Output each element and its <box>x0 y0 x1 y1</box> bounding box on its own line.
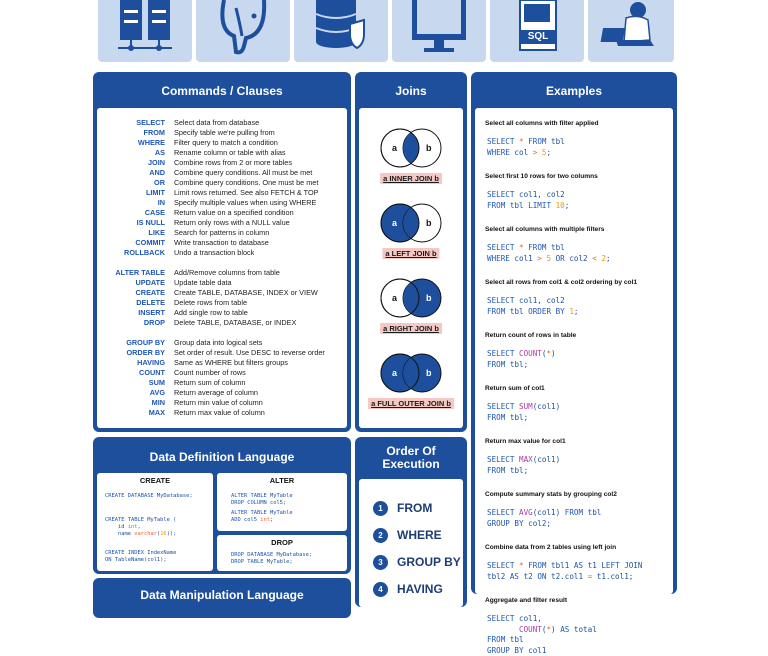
command-keyword-text: AND <box>149 168 165 177</box>
command-keyword <box>97 198 165 208</box>
command-description: Specify table we're pulling from <box>174 128 275 137</box>
command-keyword-text: IS NULL <box>136 218 165 227</box>
command-description: Delete TABLE, DATABASE, or INDEX <box>174 318 297 327</box>
command-description: Search for patterns in column <box>174 228 270 237</box>
command-keyword-text: UPDATE <box>135 278 165 287</box>
postgres-elephant-icon <box>196 0 290 62</box>
command-keyword-text: CASE <box>144 208 165 217</box>
command-keyword <box>97 368 165 378</box>
command-keyword-text: LIMIT <box>145 188 165 197</box>
command-description: Update table data <box>174 278 232 287</box>
order-title: Order Of Execution <box>382 444 440 471</box>
command-keyword <box>97 378 165 388</box>
command-keyword-text: AVG <box>149 388 165 397</box>
example-code: SELECT col1, COUNT(*) AS total FROM tbl GROUP BY col1 <box>487 614 597 655</box>
command-keyword-text: JOIN <box>147 158 165 167</box>
commands-panel <box>93 72 351 432</box>
command-description: Count number of rows <box>174 368 246 377</box>
command-keyword <box>97 408 165 418</box>
example-code: SELECT SUM(col1) FROM tbl; <box>487 402 561 422</box>
command-keyword <box>97 208 165 218</box>
ddl-drop-heading: DROP <box>271 538 293 547</box>
command-keyword-text: INSERT <box>138 308 165 317</box>
venn-label-b: b <box>426 368 432 378</box>
command-description: Return only rows with a NULL value <box>174 218 290 227</box>
command-keyword-text: DROP <box>143 318 165 327</box>
venn-label-a: a <box>392 143 398 153</box>
command-keyword <box>97 348 165 358</box>
joins-body <box>359 108 463 428</box>
ddl-create-box <box>97 473 213 571</box>
example-code: SELECT COUNT(*) FROM tbl; <box>487 349 556 369</box>
command-keyword-text: WHERE <box>137 138 165 147</box>
example-code: SELECT col1, col2 FROM tbl ORDER BY 1; <box>487 296 579 316</box>
command-keyword <box>97 138 165 148</box>
ddl-alter-code: ALTER TABLE MyTable DROP COLUMN col5; <box>231 493 293 506</box>
command-description: Return value on a specified condition <box>174 208 294 217</box>
command-description: Return average of column <box>174 388 258 397</box>
command-keyword <box>97 188 165 198</box>
command-keyword <box>97 318 165 328</box>
join-label-left: a LEFT JOIN b <box>382 248 439 259</box>
command-description: Specify multiple values when using WHERE <box>174 198 317 207</box>
examples-panel <box>471 72 677 655</box>
command-keyword-text: ROLLBACK <box>124 248 165 257</box>
command-description: Return sum of column <box>174 378 246 387</box>
venn-diagram-right <box>376 276 446 320</box>
join-label-right: a RIGHT JOIN b <box>380 323 442 334</box>
commands-body <box>97 108 347 428</box>
ddl-create-heading: CREATE <box>139 476 171 485</box>
command-keyword <box>97 118 165 128</box>
dml-title: Data Manipulation Language <box>140 588 304 602</box>
command-keyword-text: COUNT <box>139 368 165 377</box>
command-keyword-text: AS <box>154 148 165 157</box>
command-keyword-text: MAX <box>148 408 165 417</box>
command-keyword <box>97 388 165 398</box>
sql-file-icon <box>490 0 584 62</box>
command-keyword-text: DELETE <box>136 298 165 307</box>
command-keyword-text: OR <box>154 178 165 187</box>
ddl-alter-code: ALTER TABLE MyTable ADD col5 int; <box>231 510 293 523</box>
command-keyword <box>97 278 165 288</box>
step-label: GROUP BY <box>397 555 461 569</box>
example-title: Return sum of col1 <box>485 385 545 392</box>
command-keyword <box>97 158 165 168</box>
command-description: Group data into logical sets <box>174 338 263 347</box>
example-code: SELECT * FROM tbl1 AS t1 LEFT JOIN tbl2 AS t2 ON t2.col1 = t1.col1; <box>487 561 643 581</box>
order-panel <box>355 437 467 607</box>
execution-step <box>373 555 461 570</box>
venn-label-a: a <box>392 368 398 378</box>
example-title: Return max value for col1 <box>485 438 566 445</box>
venn-label-a: a <box>392 293 398 303</box>
command-description: Filter query to match a condition <box>174 138 278 147</box>
join-label-inner: a INNER JOIN b <box>380 173 442 184</box>
command-description: Undo a transaction block <box>174 248 255 257</box>
example-title: Select all columns with multiple filters <box>485 226 605 233</box>
venn-label-a: a <box>392 218 398 228</box>
command-description: Add/Remove columns from table <box>174 268 280 277</box>
command-keyword-text: IN <box>157 198 165 207</box>
step-number-badge: 2 <box>373 528 388 543</box>
ddl-title: Data Definition Language <box>149 450 295 464</box>
step-label: HAVING <box>397 582 443 596</box>
command-keyword-text: COMMIT <box>135 238 165 247</box>
command-keyword-text: HAVING <box>137 358 165 367</box>
command-keyword <box>97 248 165 258</box>
sql-cheatsheet <box>90 0 680 655</box>
example-code: SELECT MAX(col1) FROM tbl; <box>487 455 561 475</box>
command-keyword <box>97 128 165 138</box>
command-description: Add single row to table <box>174 308 248 317</box>
command-keyword-text: CREATE <box>135 288 165 297</box>
venn-label-b: b <box>426 293 432 303</box>
execution-step <box>373 501 432 516</box>
ddl-create-code: CREATE TABLE MyTable ( id int, name varchar(16)); <box>105 517 177 537</box>
example-title: Combine data from 2 tables using left join <box>485 544 617 551</box>
command-keyword-text: FROM <box>143 128 165 137</box>
command-description: Rename column or table with alias <box>174 148 286 157</box>
command-description: Create TABLE, DATABASE, INDEX or VIEW <box>174 288 318 297</box>
command-keyword <box>97 228 165 238</box>
command-keyword-text: ALTER TABLE <box>115 268 165 277</box>
command-description: Write transaction to database <box>174 238 269 247</box>
venn-diagram-full <box>376 351 446 395</box>
command-description: Return min value of column <box>174 398 263 407</box>
ddl-drop-box <box>217 535 347 571</box>
examples-title: Examples <box>545 84 603 98</box>
command-keyword <box>97 148 165 158</box>
example-title: Return count of rows in table <box>485 332 577 339</box>
commands-title: Commands / Clauses <box>161 84 283 98</box>
command-keyword-text: GROUP BY <box>126 338 165 347</box>
execution-step <box>373 528 442 543</box>
step-number-badge: 3 <box>373 555 388 570</box>
command-keyword <box>97 288 165 298</box>
monitor-icon <box>392 0 486 62</box>
command-keyword-text: ORDER BY <box>126 348 165 357</box>
command-keyword <box>97 178 165 188</box>
command-keyword <box>97 238 165 248</box>
servers-icon <box>98 0 192 62</box>
command-description: Set order of result. Use DESC to reverse order <box>174 348 325 357</box>
example-code: SELECT * FROM tbl WHERE col > 5; <box>487 137 565 157</box>
ddl-alter-heading: ALTER <box>269 476 295 485</box>
step-label: WHERE <box>397 528 442 542</box>
venn-diagram-left <box>376 201 446 245</box>
example-title: Select all rows from col1 & col2 ordering by col1 <box>485 279 638 286</box>
example-title: Select first 10 rows for two columns <box>485 173 598 180</box>
step-number-badge: 1 <box>373 501 388 516</box>
joins-title: Joins <box>395 84 427 98</box>
ddl-panel <box>93 437 351 574</box>
example-code: SELECT * FROM tbl WHERE col1 > 5 OR col2 < 2; <box>487 243 611 263</box>
venn-diagram-inner <box>376 126 446 170</box>
icon-row <box>98 0 674 62</box>
command-keyword-text: LIKE <box>148 228 165 237</box>
example-title: Select all columns with filter applied <box>485 120 599 127</box>
database-shield-icon <box>294 0 388 62</box>
example-code: SELECT AVG(col1) FROM tbl GROUP BY col2; <box>487 508 602 528</box>
command-description: Limit rows returned. See also FETCH & TOP <box>174 188 319 197</box>
command-keyword <box>97 338 165 348</box>
example-code: SELECT col1, col2 FROM tbl LIMIT 10; <box>487 190 570 210</box>
dml-panel <box>93 578 351 618</box>
example-title: Aggregate and filter result <box>485 597 568 604</box>
venn-label-b: b <box>426 143 432 153</box>
command-description: Return max value of column <box>174 408 265 417</box>
person-laptop-icon <box>588 0 674 62</box>
execution-step <box>373 582 443 597</box>
examples-body <box>475 108 673 655</box>
command-keyword <box>97 168 165 178</box>
join-label-full: a FULL OUTER JOIN b <box>368 398 454 409</box>
command-keyword-text: MIN <box>151 398 165 407</box>
ddl-create-code: CREATE INDEX IndexName ON TableName(col1); <box>105 550 177 563</box>
example-title: Compute summary stats by grouping col2 <box>485 491 617 498</box>
command-keyword <box>97 218 165 228</box>
command-keyword <box>97 398 165 408</box>
step-number-badge: 4 <box>373 582 388 597</box>
step-label: FROM <box>397 501 433 515</box>
command-description: Same as WHERE but filters groups <box>174 358 288 367</box>
ddl-alter-box <box>217 473 347 531</box>
command-description: Select data from database <box>174 118 260 127</box>
venn-label-b: b <box>426 218 432 228</box>
order-body <box>359 479 463 607</box>
ddl-drop-code: DROP DATABASE MyDatabase; DROP TABLE MyTable; <box>231 552 313 565</box>
joins-panel <box>355 72 467 432</box>
command-keyword <box>97 298 165 308</box>
command-keyword <box>97 308 165 318</box>
command-keyword-text: SELECT <box>136 118 165 127</box>
command-keyword-text: SUM <box>148 378 165 387</box>
ddl-create-code: CREATE DATABASE MyDatabase; <box>105 493 193 499</box>
sql-icon-label: SQL <box>527 31 549 42</box>
command-description: Combine query conditions. All must be met <box>174 168 313 177</box>
command-description: Delete rows from table <box>174 298 247 307</box>
command-description: Combine rows from 2 or more tables <box>174 158 293 167</box>
command-keyword <box>97 358 165 368</box>
command-keyword <box>97 268 165 278</box>
command-description: Combine query conditions. One must be met <box>174 178 319 187</box>
